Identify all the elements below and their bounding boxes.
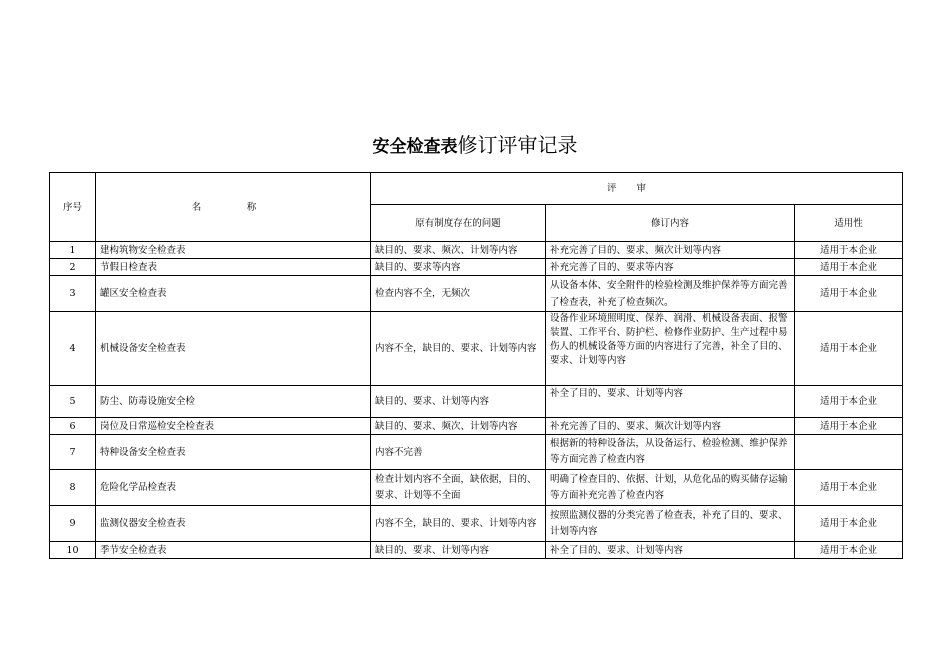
table-row xyxy=(50,470,903,506)
row-seq: 1 xyxy=(50,242,96,259)
table-row xyxy=(50,259,903,276)
row-problem: 检查内容不全，无频次 xyxy=(371,276,546,312)
row-seq: 7 xyxy=(50,435,96,470)
row-applicability: 适用于本企业 xyxy=(795,242,903,259)
page-title xyxy=(0,132,950,160)
row-problem: 内容不全，缺目的、要求、计划等内容 xyxy=(371,506,546,542)
row-applicability: 适用于本企业 xyxy=(795,386,903,418)
row-revision: 补全了目的、要求、计划等内容 xyxy=(546,386,795,418)
row-revision: 补充完善了目的、要求、频次计划等内容 xyxy=(546,418,795,435)
row-name: 岗位及日常巡检安全检查表 xyxy=(96,418,371,435)
header-seq: 序号 xyxy=(50,173,96,242)
row-seq: 4 xyxy=(50,312,96,386)
row-name: 罐区安全检查表 xyxy=(96,276,371,312)
row-applicability: 适用于本企业 xyxy=(795,312,903,386)
row-applicability: 适用于本企业 xyxy=(795,470,903,506)
row-revision: 明确了检查目的、依据、计划，从危化品的购买储存运输等方面补充完善了检查内容 xyxy=(546,470,795,506)
table-row xyxy=(50,242,903,259)
row-seq: 8 xyxy=(50,470,96,506)
row-problem: 缺目的、要求、计划等内容 xyxy=(371,386,546,418)
title-normal-part: 修订评审记录 xyxy=(457,133,578,157)
row-name: 防尘、防毒设施安全检 xyxy=(96,386,371,418)
table-row xyxy=(50,506,903,542)
row-problem: 内容不完善 xyxy=(371,435,546,470)
row-name: 特种设备安全检查表 xyxy=(96,435,371,470)
table-row xyxy=(50,542,903,559)
row-name: 机械设备安全检查表 xyxy=(96,312,371,386)
row-problem: 缺目的、要求等内容 xyxy=(371,259,546,276)
row-name: 节假日检查表 xyxy=(96,259,371,276)
header-problem: 原有制度存在的问题 xyxy=(371,205,546,242)
row-seq: 5 xyxy=(50,386,96,418)
row-seq: 3 xyxy=(50,276,96,312)
row-applicability: 适用于本企业 xyxy=(795,276,903,312)
header-applicability: 适用性 xyxy=(795,205,903,242)
table-row xyxy=(50,418,903,435)
row-problem: 缺目的、要求、频次、计划等内容 xyxy=(371,418,546,435)
row-seq: 9 xyxy=(50,506,96,542)
row-applicability: 适用于本企业 xyxy=(795,259,903,276)
row-problem: 检查计划内容不全面，缺依据，目的、要求、计划等不全面 xyxy=(371,470,546,506)
row-problem: 内容不全，缺目的、要求、计划等内容 xyxy=(371,312,546,386)
row-seq: 6 xyxy=(50,418,96,435)
row-revision: 从设备本体、安全附件的检验检测及维护保养等方面完善了检查表，补充了检查频次。 xyxy=(546,276,795,312)
table-row xyxy=(50,386,903,418)
row-name: 监测仪器安全检查表 xyxy=(96,506,371,542)
row-applicability: 适用于本企业 xyxy=(795,506,903,542)
row-name: 季节安全检查表 xyxy=(96,542,371,559)
row-name: 建构筑物安全检查表 xyxy=(96,242,371,259)
title-bold-part: 安全检查表 xyxy=(372,137,458,157)
row-revision: 补全了目的、要求、计划等内容 xyxy=(546,542,795,559)
header-revision: 修订内容 xyxy=(546,205,795,242)
row-revision: 设备作业环境照明度、保养、润滑、机械设备表面、报警装置、工作平台、防护栏、检修作业防护、生产过程中易伤人的机械设备等方面的内容进行了完善，补全了目的、要求、计划等内容 xyxy=(546,312,795,386)
table-row xyxy=(50,435,903,470)
row-revision: 补充完善了目的、要求等内容 xyxy=(546,259,795,276)
row-applicability: 适用于本企业 xyxy=(795,542,903,559)
table-row xyxy=(50,276,903,312)
row-problem: 缺目的、要求、频次、计划等内容 xyxy=(371,242,546,259)
row-seq: 10 xyxy=(50,542,96,559)
table-row xyxy=(50,312,903,386)
row-seq: 2 xyxy=(50,259,96,276)
header-review: 评审 xyxy=(371,173,903,205)
row-name: 危险化学品检查表 xyxy=(96,470,371,506)
row-problem: 缺目的、要求、计划等内容 xyxy=(371,542,546,559)
review-record-table xyxy=(49,172,903,559)
row-applicability xyxy=(795,435,903,470)
row-revision: 根据新的特种设备法，从设备运行、检验检测、维护保养等方面完善了检查内容 xyxy=(546,435,795,470)
row-revision: 补充完善了目的、要求、频次计划等内容 xyxy=(546,242,795,259)
header-name: 名 称 xyxy=(96,173,371,242)
row-revision: 按照监测仪器的分类完善了检查表，补充了目的、要求、计划等内容 xyxy=(546,506,795,542)
row-applicability: 适用于本企业 xyxy=(795,418,903,435)
